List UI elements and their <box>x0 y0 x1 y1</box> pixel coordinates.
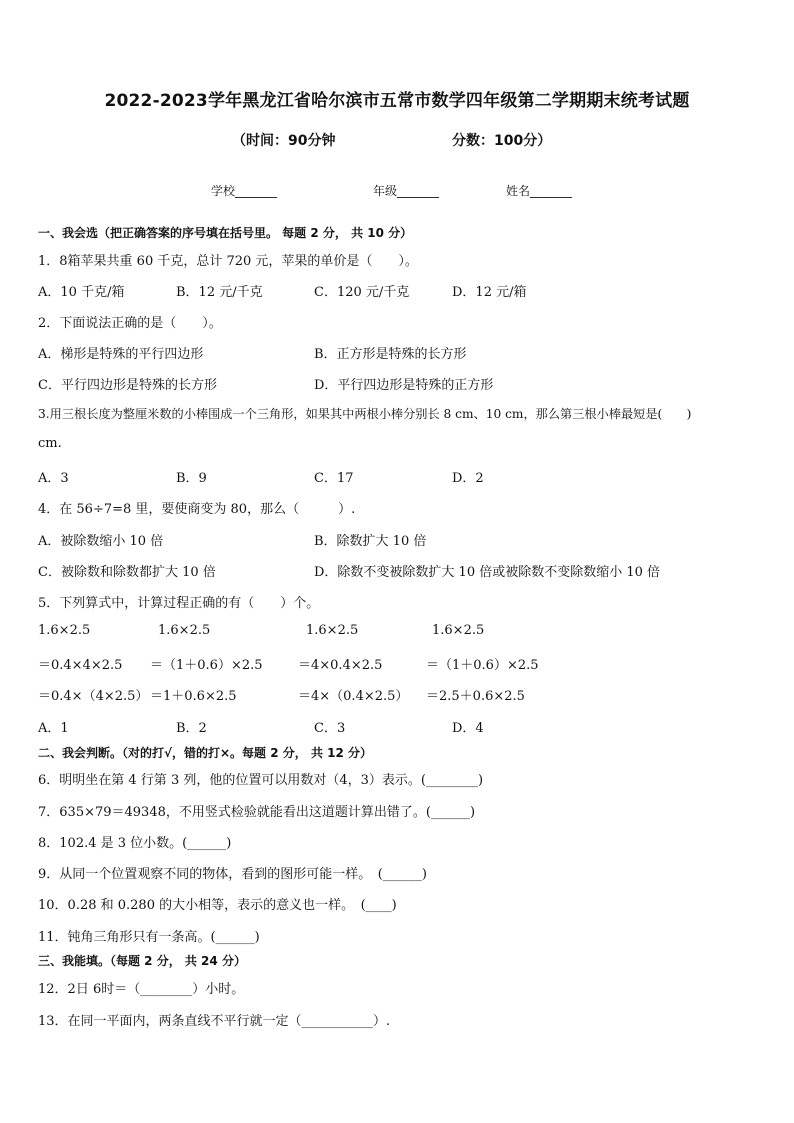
q2-option-c: C．平行四边形是特殊的长方形 <box>38 378 217 393</box>
q5-option-c: C．3 <box>314 721 346 736</box>
question-1: 1．8箱苹果共重 60 千克，总计 720 元，苹果的单价是（ ）。 <box>38 254 418 269</box>
q1-option-c: C．120 元/千克 <box>314 285 410 300</box>
q3-option-a: A．3 <box>38 471 69 486</box>
question-3: 3.用三根长度为整厘米数的小棒围成一个三角形，如果其中两根小棒分别长 8 cm、10 cm，那么第三根小棒最短是( ) <box>38 407 692 421</box>
question-4: 4．在 56÷7=8 里，要使商变为 80，那么（ ）. <box>38 502 356 517</box>
q5-expr-1-line-3: ＝0.4×（4×2.5） <box>38 689 149 704</box>
q4-option-a: A．被除数缩小 10 倍 <box>38 534 164 549</box>
q5-expr-3-line-2: ＝4×0.4×2.5 <box>298 658 383 673</box>
q4-option-c: C．被除数和除数都扩大 10 倍 <box>38 565 216 580</box>
question-9: 9．从同一个位置观察不同的物体，看到的图形可能一样。 (______) <box>38 867 427 882</box>
q3-option-d: D．2 <box>452 471 484 486</box>
q5-option-a: A．1 <box>38 721 69 736</box>
section-heading-1: 一、我会选（把正确答案的序号填在括号里。 每题 2 分， 共 10 分） <box>38 226 413 240</box>
q3-option-b: B．9 <box>176 471 207 486</box>
q4-option-d: D．除数不变被除数扩大 10 倍或被除数不变除数缩小 10 倍 <box>314 565 661 580</box>
question-7: 7．635×79＝49348，不用竖式检验就能看出这道题计算出错了。(______) <box>38 805 476 820</box>
question-6: 6．明明坐在第 4 行第 3 列，他的位置可以用数对（4，3）表示。(________) <box>38 773 484 788</box>
grade-field: 年级_______ <box>373 184 440 198</box>
q5-expr-4-line-3: ＝2.5＋0.6×2.5 <box>426 689 525 704</box>
exam-title: 2022-2023学年黑龙江省哈尔滨市五常市数学四年级第二学期期末统考试题 <box>104 91 690 111</box>
question-8: 8．102.4 是 3 位小数。(______) <box>38 836 232 851</box>
q2-option-b: B．正方形是特殊的长方形 <box>314 347 467 362</box>
exam-score: 分数：100分） <box>452 133 552 149</box>
exam-time: （时间：90分钟 <box>232 133 336 149</box>
q5-expr-3-line-3: ＝4×（0.4×2.5） <box>298 689 409 704</box>
q1-option-b: B．12 元/千克 <box>176 285 263 300</box>
q5-expr-2-line-3: ＝1＋0.6×2.5 <box>150 689 237 704</box>
q1-option-d: D．12 元/箱 <box>452 285 527 300</box>
name-field: 姓名_______ <box>506 184 573 198</box>
q5-expr-2-line-1: 1.6×2.5 <box>158 623 211 638</box>
q4-option-b: B．除数扩大 10 倍 <box>314 534 427 549</box>
q5-option-d: D．4 <box>452 721 484 736</box>
q5-expr-1-line-1: 1.6×2.5 <box>38 623 91 638</box>
q5-expr-1-line-2: ＝0.4×4×2.5 <box>38 658 123 673</box>
section-heading-2: 二、我会判断。（对的打√，错的打×。每题 2 分， 共 12 分） <box>38 746 372 760</box>
question-5: 5．下列算式中，计算过程正确的有（ ）个。 <box>38 596 320 611</box>
question-3-unit: cm. <box>38 436 62 451</box>
q5-option-b: B．2 <box>176 721 207 736</box>
question-2: 2．下面说法正确的是（ ）。 <box>38 316 222 331</box>
q1-option-a: A．10 千克/箱 <box>38 285 125 300</box>
q3-option-c: C．17 <box>314 471 354 486</box>
question-13: 13．在同一平面内，两条直线不平行就一定（___________）. <box>38 1014 391 1029</box>
question-10: 10．0.28 和 0.280 的大小相等，表示的意义也一样。 (____) <box>38 898 397 913</box>
q5-expr-3-line-1: 1.6×2.5 <box>306 623 359 638</box>
q2-option-a: A．梯形是特殊的平行四边形 <box>38 347 204 362</box>
section-heading-3: 三、我能填。（每题 2 分， 共 24 分） <box>38 954 246 968</box>
q5-expr-2-line-2: ＝（1＋0.6）×2.5 <box>150 658 263 673</box>
q5-expr-4-line-1: 1.6×2.5 <box>432 623 485 638</box>
question-11: 11．钝角三角形只有一条高。(______) <box>38 930 260 945</box>
question-12: 12．2日 6时＝（________）小时。 <box>38 982 245 997</box>
q5-expr-4-line-2: ＝（1＋0.6）×2.5 <box>426 658 539 673</box>
school-field: 学校_______ <box>211 184 278 198</box>
q2-option-d: D．平行四边形是特殊的正方形 <box>314 378 494 393</box>
